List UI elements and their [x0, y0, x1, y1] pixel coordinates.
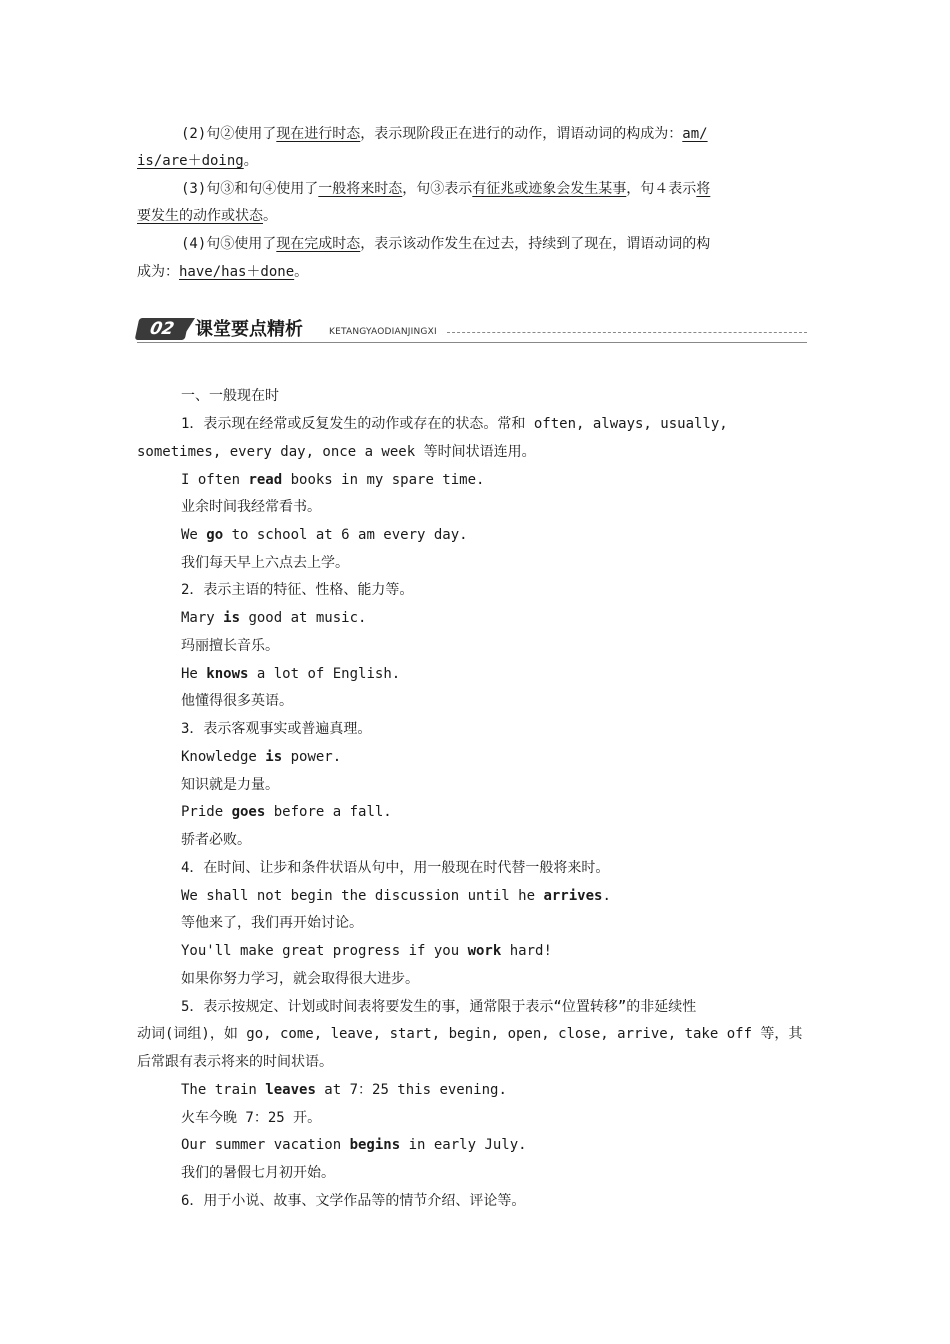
highlighted-verb: arrives	[543, 888, 603, 904]
text: 。	[263, 208, 277, 224]
rule-4: 4．在时间、让步和条件状语从句中，用一般现在时代替一般将来时。	[181, 860, 610, 876]
highlighted-verb: is	[223, 610, 241, 626]
highlighted-verb: go	[206, 527, 224, 543]
dashed-divider	[447, 332, 807, 333]
text: to school at 6 am every day.	[223, 527, 468, 543]
example-translation: 玛丽擅长音乐。	[181, 638, 279, 654]
text: Mary	[181, 610, 224, 626]
text: Pride	[181, 804, 232, 820]
example-translation: 他懂得很多英语。	[181, 693, 293, 709]
text: You'll make great progress if you	[181, 943, 468, 959]
answer-blank: 有征兆或迹象会发生某事	[472, 181, 627, 197]
answer-blank: 将	[696, 181, 711, 197]
rule-1-line-1: 1．表示现在经常或反复发生的动作或存在的状态。常和 often, always, usually,	[181, 416, 728, 432]
highlighted-verb: begins	[349, 1137, 401, 1153]
example-translation: 知识就是力量。	[181, 777, 279, 793]
example-sentence	[181, 747, 341, 767]
highlighted-verb: read	[248, 472, 283, 488]
text: .	[602, 888, 611, 904]
rule-6: 6．用于小说、故事、文学作品等的情节介绍、评论等。	[181, 1193, 526, 1209]
text: He	[181, 666, 207, 682]
text: I often	[181, 472, 249, 488]
banner-underline	[137, 342, 807, 343]
example-sentence	[181, 941, 552, 961]
section-number-badge: 02	[135, 318, 190, 340]
text: Our summer vacation	[181, 1137, 350, 1153]
answer-blank: 要发生的动作或状态	[137, 208, 263, 224]
example-translation: 骄者必败。	[181, 832, 251, 848]
example-sentence	[181, 608, 366, 628]
text: (4)句⑤使用了	[181, 236, 277, 252]
intro-para-2-line-1	[181, 124, 708, 144]
text: good at music.	[240, 610, 367, 626]
example-sentence	[181, 886, 611, 906]
rule-1-line-2: sometimes, every day, once a week 等时间状语连用。	[137, 444, 536, 460]
text: before a fall.	[265, 804, 392, 820]
text: ，句③表示	[402, 181, 473, 197]
text: 。	[243, 153, 258, 169]
rule-5-line-3: 后常跟有表示将来的时间状语。	[137, 1054, 333, 1070]
intro-para-3-line-1	[181, 179, 710, 199]
highlighted-verb: goes	[231, 804, 266, 820]
text: The train	[181, 1082, 266, 1098]
section-banner	[137, 316, 807, 344]
intro-para-4-line-1	[181, 234, 710, 254]
text: (2)句②使用了	[181, 126, 277, 142]
text: books in my spare time.	[282, 472, 485, 488]
rule-5-line-1: 5．表示按规定、计划或时间表将要发生的事，通常限于表示“位置转移”的非延续性	[181, 999, 697, 1015]
text: in early July.	[400, 1137, 527, 1153]
example-translation: 业余时间我经常看书。	[181, 499, 321, 515]
example-translation: 等他来了，我们再开始讨论。	[181, 915, 363, 931]
answer-blank: 一般将来时态	[318, 181, 403, 197]
text: at 7：25 this evening.	[315, 1082, 507, 1098]
highlighted-verb: knows	[206, 666, 249, 682]
text: We shall not begin the discussion until he	[181, 888, 544, 904]
text: ，句４表示	[626, 181, 697, 197]
rule-2: 2．表示主语的特征、性格、能力等。	[181, 582, 414, 598]
text: 成为：	[137, 264, 179, 280]
example-translation: 我们的暑假七月初开始。	[181, 1165, 335, 1181]
example-translation: 我们每天早上六点去上学。	[181, 555, 349, 571]
example-translation: 如果你努力学习，就会取得很大进步。	[181, 971, 419, 987]
text: 。	[294, 264, 309, 280]
example-sentence	[181, 802, 392, 822]
highlighted-verb: leaves	[265, 1082, 316, 1098]
example-sentence	[181, 525, 468, 545]
intro-para-3-line-2	[137, 206, 277, 226]
example-translation: 火车今晚 7：25 开。	[181, 1110, 322, 1126]
example-sentence	[181, 664, 400, 684]
example-sentence	[181, 1135, 527, 1155]
text: power.	[282, 749, 342, 765]
intro-para-4-line-2	[137, 262, 308, 282]
text: ，表示现阶段正在进行的动作，谓语动词的构成为：	[360, 126, 683, 142]
text: a lot of English.	[248, 666, 401, 682]
section-heading: 一、一般现在时	[181, 388, 279, 404]
answer-blank: 现在进行时态	[276, 126, 361, 142]
intro-para-2-line-2	[137, 151, 258, 171]
highlighted-verb: work	[467, 943, 502, 959]
text: Knowledge	[181, 749, 266, 765]
text: ，表示该动作发生在过去，持续到了现在，谓语动词的构	[360, 236, 711, 252]
text: hard!	[501, 943, 552, 959]
text: (3)句③和句④使用了	[181, 181, 319, 197]
example-sentence	[181, 1080, 507, 1100]
rule-3: 3．表示客观事实或普遍真理。	[181, 721, 372, 737]
example-sentence	[181, 470, 484, 490]
answer-blank: have/has＋done	[179, 264, 295, 280]
answer-blank: 现在完成时态	[276, 236, 361, 252]
answer-blank: is/are＋doing	[137, 153, 244, 169]
rule-5-line-2: 动词(词组)，如 go, come, leave, start, begin, open, close, arrive, take off 等，其	[137, 1026, 803, 1042]
text: We	[181, 527, 207, 543]
section-title: 课堂要点精析	[195, 319, 303, 340]
highlighted-verb: is	[265, 749, 283, 765]
answer-blank: am/	[682, 126, 708, 142]
section-subtitle: KETANGYAODIANJINGXI	[329, 327, 437, 337]
